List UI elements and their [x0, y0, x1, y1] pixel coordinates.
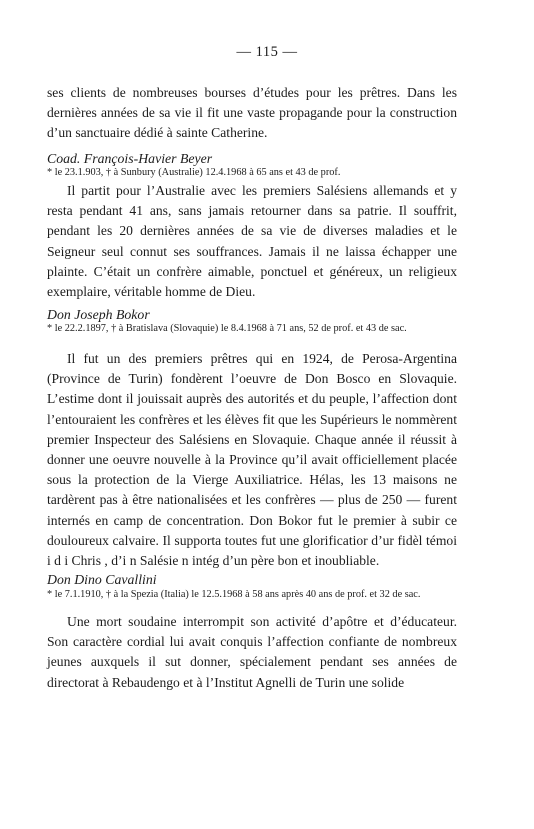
entry-body-beyer: Il partit pour l’Australie avec les premiers Salésiens allemands et y resta pendant 41 ans, sans jamais retourner dans sa patrie. Il souffrit, pendant les 20 dernières années de sa vie de diverses maladies et le Seigneur seul connut ses souffrances. Jamais il ne laissa échapper une plainte. C’était un confrère aimable, ponctuel et généreux, un religieux exemplaire, véritable homme de Dieu. [47, 183, 457, 300]
entry-dates-bokor: * le 22.2.1897, † à Bratislava (Slovaquie) le 8.4.1968 à 71 ans, 52 de prof. et 43 de sac. [47, 323, 407, 334]
entry-name-cavallini: Don Dino Cavallini [47, 572, 157, 587]
page-number: — 115 — [236, 44, 298, 60]
entry-name-bokor: Don Joseph Bokor [47, 307, 150, 322]
entry-name-beyer: Coad. François-Havier Beyer [47, 151, 213, 166]
entry-body-cavallini: Une mort soudaine interrompit son activité d’apôtre et d’éducateur. Son caractère cordial lui avait conquis l’affection confiante de nombreux jeunes auxquels il sut donner, spécialement pendant ses années de directorat à Rebaudengo et à l’Institut Agnelli de Turin une solide [47, 614, 457, 690]
entry-body-bokor: Il fut un des premiers prêtres qui en 1924, de Perosa-Argentina (Province de Turin) fondèrent l’oeuvre de Don Bosco en Slovaquie. L’estime dont il jouissait auprès des autorités et du peuple, l’affection dont l’entouraient les confrères et les élèves fit que les Supérieurs le nommèrent premier Inspecteur des Salésiens en Slovaquie. Chaque année il réussit à donner une oeuvre nouvelle à la Province qu’il avait officiellement placée sous la protection de la Vierge Auxiliatrice. Hélas, les 13 maisons ne tardèrent pas à être nationalisées et les confrères — plus de 250 — furent internés en camp de concentration. Don Bokor fut le premier à subir ce douloureux calvaire. Il supporta toutes fut une glorificatior d’ur fidèl témoi i d i Chris , d’i n Salésie n intég d’un père bon et inoubliable. [47, 351, 457, 569]
entry-dates-beyer: * le 23.1.903, † à Sunbury (Australie) 12.4.1968 à 65 ans et 43 de prof. [47, 167, 341, 178]
intro-paragraph: ses clients de nombreuses bourses d’études pour les prêtres. Dans les dernières années de sa vie il fit une vaste propagande pour la construction d’un sanctuaire dédié à sainte Catherine. [47, 85, 457, 141]
entry-dates-cavallini: * le 7.1.1910, † à la Spezia (Italia) le 12.5.1968 à 58 ans après 40 ans de prof. et 32 de sac. [47, 589, 421, 600]
